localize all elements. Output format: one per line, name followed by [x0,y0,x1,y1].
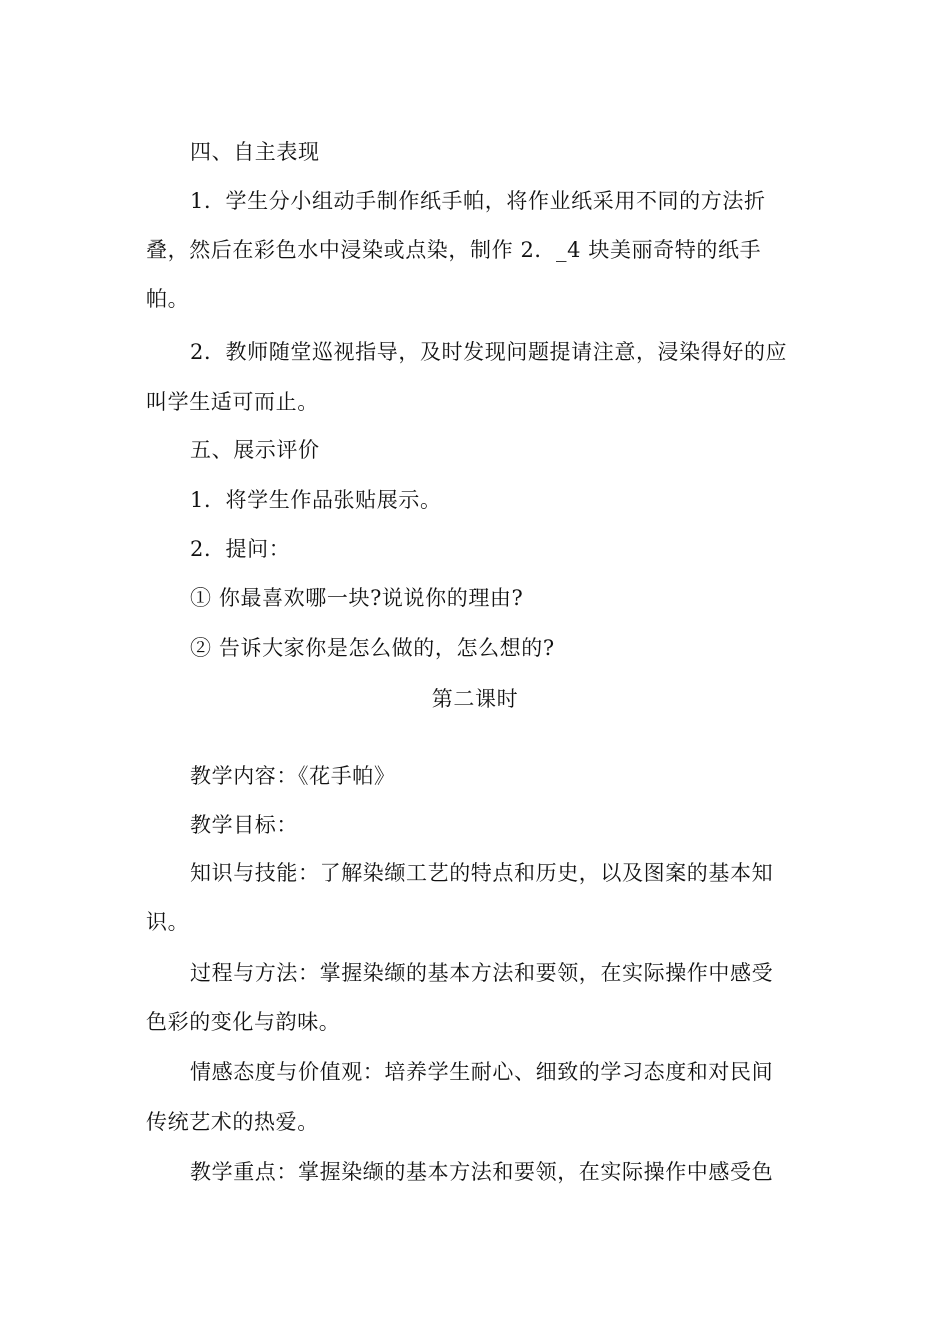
paragraph-line: 1．学生分小组动手制作纸手帕，将作业纸采用不同的方法折 [190,189,766,213]
paragraph-line: 帕。 [146,287,190,311]
paragraph-line: 教学内容：《花手帕》 [190,764,396,788]
paragraph-line: 2．教师随堂巡视指导，及时发现问题提请注意，浸染得好的应 [190,340,788,364]
paragraph-line: 识。 [146,910,190,934]
paragraph-line: 情感态度与价值观：培养学生耐心、细致的学习态度和对民间 [190,1060,774,1084]
paragraph-line: 传统艺术的热爱。 [146,1110,319,1134]
paragraph-line: 叠，然后在彩色水中浸染或点染，制作 2．_4 块美丽奇特的纸手 [146,238,762,262]
section-heading-self-expression: 四、自主表现 [190,140,320,164]
paragraph-line: 教学目标： [190,813,298,837]
paragraph-line: 色彩的变化与韵味。 [146,1010,341,1034]
question-item: ② 告诉大家你是怎么做的，怎么想的? [190,636,555,660]
paragraph-line: 叫学生适可而止。 [146,390,319,414]
paragraph-line: 过程与方法：掌握染缬的基本方法和要领，在实际操作中感受 [190,961,774,985]
paragraph-line: 教学重点：掌握染缬的基本方法和要领，在实际操作中感受色 [190,1160,774,1184]
paragraph-line: 1．将学生作品张贴展示。 [190,488,442,512]
paragraph-line: 2．提问： [190,537,291,561]
question-item: ① 你最喜欢哪一块?说说你的理由? [190,586,524,610]
paragraph-line: 知识与技能：了解染缬工艺的特点和历史，以及图案的基本知 [190,861,774,885]
section-heading-display-evaluation: 五、展示评价 [190,438,320,462]
lesson-title: 第二课时 [431,687,519,711]
